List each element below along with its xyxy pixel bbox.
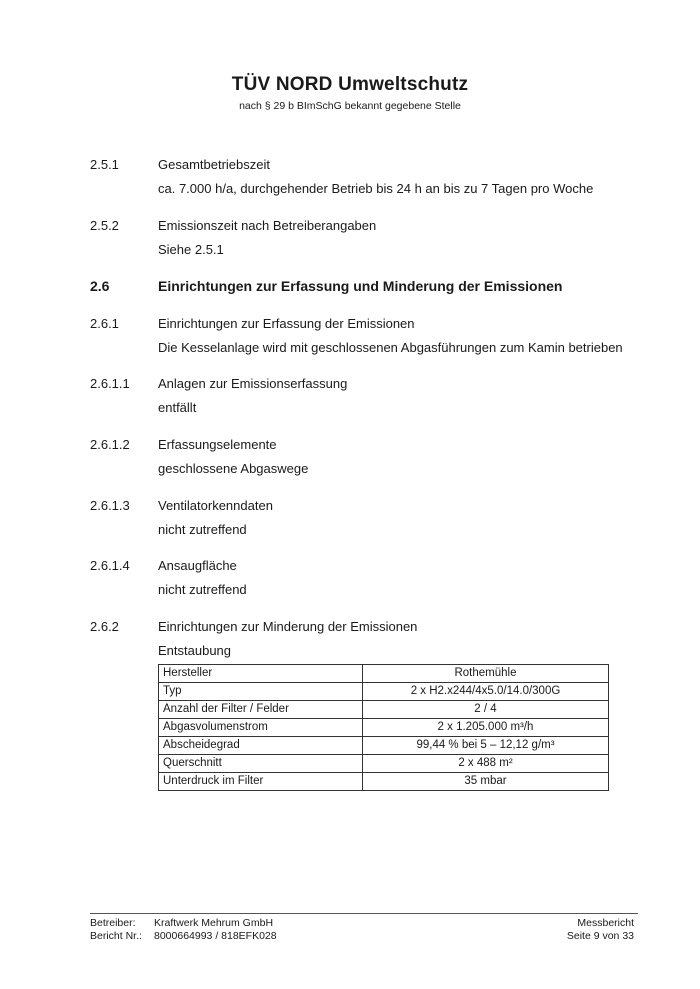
section-text: entfällt [158, 400, 197, 415]
section-title: Gesamtbetriebszeit [158, 157, 270, 172]
section-number: 2.5.2 [90, 218, 119, 233]
table-row [159, 773, 609, 791]
table-row [159, 683, 609, 701]
section-title: Anlagen zur Emissionserfassung [158, 376, 348, 391]
header-subtitle: nach § 29 b BImSchG bekannt gegebene Stelle [239, 100, 461, 112]
table-cell-value: 99,44 % bei 5 – 12,12 g/m³ [363, 737, 609, 755]
section-text: Entstaubung [158, 643, 232, 658]
table-row [159, 665, 609, 683]
footer-right [567, 917, 634, 943]
report-number-label: Bericht Nr.: [90, 930, 142, 942]
section-title: Einrichtungen zur Minderung der Emissionen [158, 619, 418, 634]
table-cell-label: Hersteller [159, 665, 363, 683]
section-number: 2.5.1 [90, 157, 119, 172]
table-row [159, 737, 609, 755]
table-cell-value: 2 x H2.x244/4x5.0/14.0/300G [363, 683, 609, 701]
section-text: Die Kesselanlage wird mit geschlossenen Abgasführungen zum Kamin betrieben [158, 340, 623, 355]
table-cell-label: Anzahl der Filter / Felder [159, 701, 363, 719]
table-cell-label: Abgasvolumenstrom [159, 719, 363, 737]
report-number-value: 8000664993 / 818EFK028 [154, 930, 277, 942]
table-cell-value: 35 mbar [363, 773, 609, 791]
table-cell-value: 2 / 4 [363, 701, 609, 719]
table-cell-label: Querschnitt [159, 755, 363, 773]
section-text: nicht zutreffend [158, 522, 247, 537]
table-cell-value: 2 x 1.205.000 m³/h [363, 719, 609, 737]
section-text: geschlossene Abgaswege [158, 461, 309, 476]
table-cell-label: Unterdruck im Filter [159, 773, 363, 791]
document-type: Messbericht [577, 917, 634, 929]
section-title: Emissionszeit nach Betreiberangaben [158, 218, 377, 233]
section-text: Siehe 2.5.1 [158, 242, 224, 257]
section-number: 2.6.1.3 [90, 498, 130, 513]
table-cell-label: Typ [159, 683, 363, 701]
operator-value: Kraftwerk Mehrum GmbH [154, 917, 274, 929]
table-cell-value: Rothemühle [363, 665, 609, 683]
table-row [159, 719, 609, 737]
table-cell-label: Abscheidegrad [159, 737, 363, 755]
header-title: TÜV NORD Umweltschutz [231, 74, 469, 95]
section-number: 2.6.2 [90, 619, 119, 634]
operator-label: Betreiber: [90, 917, 136, 929]
section-title: Ansaugfläche [158, 558, 237, 573]
section-number: 2.6.1.4 [90, 558, 130, 573]
section-number: 2.6 [90, 278, 110, 294]
footer-divider [90, 913, 638, 914]
table-row [159, 701, 609, 719]
section-title: Ventilatorkenndaten [158, 498, 273, 513]
section-text: ca. 7.000 h/a, durchgehender Betrieb bis 24 h an bis zu 7 Tagen pro Woche [158, 181, 594, 196]
table-row [159, 755, 609, 773]
section-number: 2.6.1.2 [90, 437, 130, 452]
section-title: Einrichtungen zur Erfassung der Emissionen [158, 316, 415, 331]
section-title: Einrichtungen zur Erfassung und Minderung der Emissionen [158, 278, 563, 294]
footer-labels [90, 917, 142, 943]
footer-values [154, 917, 277, 943]
section-text: nicht zutreffend [158, 582, 247, 597]
section-title: Erfassungselemente [158, 437, 277, 452]
table-cell-value: 2 x 488 m² [363, 755, 609, 773]
section-number: 2.6.1.1 [90, 376, 130, 391]
section-number: 2.6.1 [90, 316, 119, 331]
page-number: Seite 9 von 33 [566, 930, 634, 942]
filter-spec-table [158, 664, 609, 791]
